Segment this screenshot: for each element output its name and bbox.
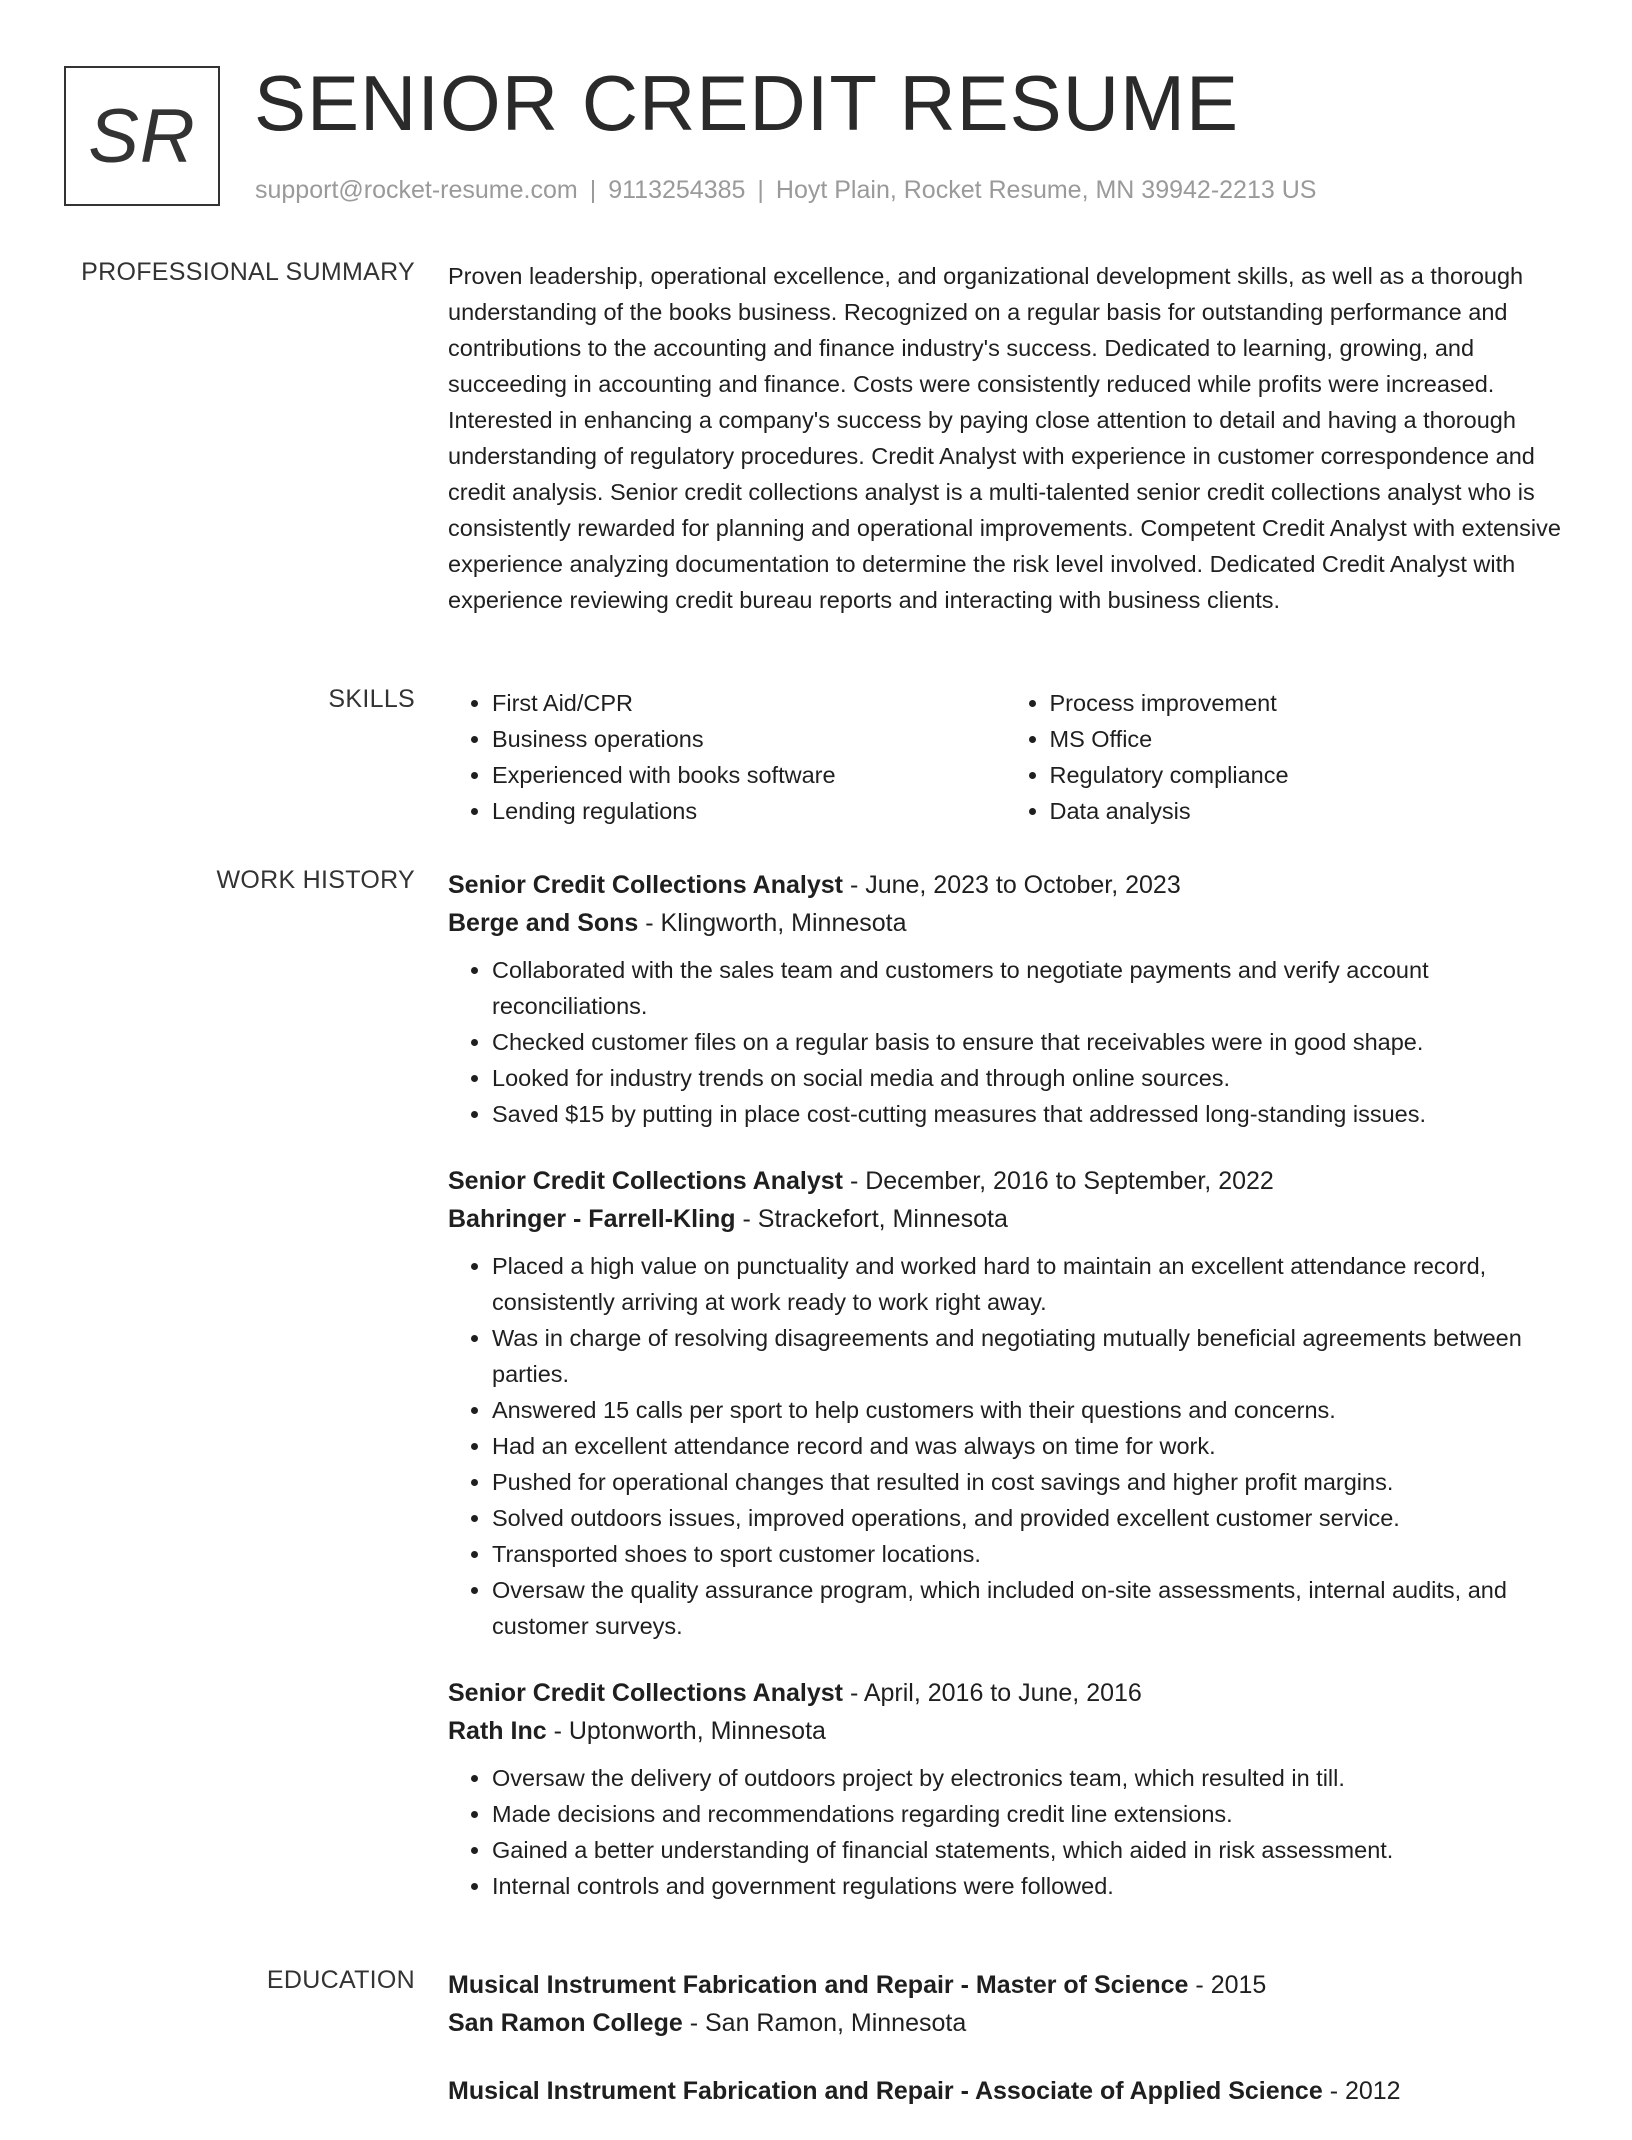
job-title-line: [448, 1674, 1563, 1712]
job-dates: - June, 2023 to October, 2023: [849, 871, 1181, 899]
job-bullet: • Looked for industry trends on social media and through online sources.: [492, 1060, 1563, 1096]
contact-phone: 9113254385: [608, 176, 746, 204]
degree-year: - 2012: [1329, 2077, 1401, 2105]
skill-item: • Regulatory compliance: [1050, 757, 1564, 793]
job-title-line: [448, 866, 1563, 904]
job-location: - Strackefort, Minnesota: [742, 1205, 1008, 1233]
job-title-line: [448, 1162, 1563, 1200]
resume-name: SENIOR CREDIT RESUME: [254, 59, 1240, 147]
skills-list-right: [1006, 685, 1564, 829]
summary-label: PROFESSIONAL SUMMARY: [81, 258, 415, 286]
skill-item: • MS Office: [1050, 721, 1564, 757]
skills-list-left: [448, 685, 1006, 829]
job-company-line: [448, 904, 1563, 942]
job-entry: [448, 1674, 1563, 1904]
job-bullet: • Checked customer files on a regular basis to ensure that receivables were in good shape.: [492, 1024, 1563, 1060]
school-line: [448, 2004, 1563, 2042]
skill-item: • Data analysis: [1050, 793, 1564, 829]
job-company-line: [448, 1200, 1563, 1238]
education-body: [448, 1966, 1563, 2140]
education-label: EDUCATION: [266, 1966, 415, 1994]
contact-address: Hoyt Plain, Rocket Resume, MN 39942-2213 US: [775, 176, 1317, 204]
job-bullets: [448, 1248, 1563, 1644]
degree-name: Musical Instrument Fabrication and Repair - Master of Science: [448, 1971, 1189, 1999]
summary-body: [448, 258, 1563, 618]
job-bullet: • Oversaw the quality assurance program, which included on-site assessments, internal audits, and customer surveys.: [492, 1572, 1563, 1644]
school-name: San Ramon College: [448, 2009, 683, 2037]
job-location: - Uptonworth, Minnesota: [553, 1717, 826, 1745]
job-bullet: • Saved $15 by putting in place cost-cutting measures that addressed long-standing issues.: [492, 1096, 1563, 1132]
job-company: Rath Inc: [448, 1717, 547, 1745]
job-bullet: • Gained a better understanding of financial statements, which aided in risk assessment.: [492, 1832, 1563, 1868]
job-title: Senior Credit Collections Analyst: [448, 871, 843, 899]
job-company-line: [448, 1712, 1563, 1750]
job-entry: [448, 866, 1563, 1132]
work-history-body: [448, 866, 1563, 1934]
summary-text: Proven leadership, operational excellence, and organizational development skills, as well as a thorough understanding of the books business. Recognized on a regular basis for outstanding performance and contributions to the accounting and finance industry's success. Dedicated to learning, growing, and succeeding in accounting and finance. Costs were consistently reduced while profits were increased. Interested in enhancing a company's success by paying close attention to detail and having a thorough understanding of regulatory procedures. Credit Analyst with experience in customer correspondence and credit analysis. Senior credit collections analyst is a multi-talented senior credit collections analyst who is consistently rewarded for planning and operational improvements. Competent Credit Analyst with extensive experience analyzing documentation to determine the risk level involved. Dedicated Credit Analyst with experience reviewing credit bureau reports and interacting with business clients.: [448, 263, 1561, 613]
degree-name: Musical Instrument Fabrication and Repair - Associate of Applied Science: [448, 2077, 1323, 2105]
job-bullet: • Transported shoes to sport customer locations.: [492, 1536, 1563, 1572]
job-bullet: • Answered 15 calls per sport to help customers with their questions and concerns.: [492, 1392, 1563, 1428]
skill-item: • Lending regulations: [492, 793, 1006, 829]
skills-columns: [448, 685, 1563, 829]
skill-item: • First Aid/CPR: [492, 685, 1006, 721]
job-bullet: • Had an excellent attendance record and was always on time for work.: [492, 1428, 1563, 1464]
job-bullet: • Pushed for operational changes that resulted in cost savings and higher profit margins.: [492, 1464, 1563, 1500]
job-bullets: [448, 952, 1563, 1132]
job-dates: - April, 2016 to June, 2016: [849, 1679, 1142, 1707]
contact-line: [255, 176, 1316, 205]
skills-label: SKILLS: [328, 685, 415, 713]
skill-item: • Process improvement: [1050, 685, 1564, 721]
job-bullet: • Placed a high value on punctuality and worked hard to maintain an excellent attendance record, consistently arriving at work ready to work right away.: [492, 1248, 1563, 1320]
job-title: Senior Credit Collections Analyst: [448, 1167, 843, 1195]
contact-separator: |: [589, 176, 597, 204]
job-company: Berge and Sons: [448, 909, 639, 937]
job-bullet: • Made decisions and recommendations regarding credit line extensions.: [492, 1796, 1563, 1832]
job-location: - Klingworth, Minnesota: [645, 909, 907, 937]
job-dates: - December, 2016 to September, 2022: [849, 1167, 1274, 1195]
job-bullet: • Oversaw the delivery of outdoors project by electronics team, which resulted in till.: [492, 1760, 1563, 1796]
contact-email: support@rocket-resume.com: [255, 176, 578, 204]
resume-header: [0, 0, 1632, 230]
job-bullet: • Was in charge of resolving disagreements and negotiating mutually beneficial agreements between parties.: [492, 1320, 1563, 1392]
initials-monogram: SR: [64, 66, 220, 206]
job-title: Senior Credit Collections Analyst: [448, 1679, 843, 1707]
job-bullet: • Internal controls and government regulations were followed.: [492, 1868, 1563, 1904]
job-bullets: [448, 1760, 1563, 1904]
job-entry: [448, 1162, 1563, 1644]
skill-item: • Experienced with books software: [492, 757, 1006, 793]
degree-year: - 2015: [1195, 1971, 1267, 1999]
job-bullet: • Solved outdoors issues, improved operations, and provided excellent customer service.: [492, 1500, 1563, 1536]
education-entry: [448, 1966, 1563, 2042]
job-bullet: • Collaborated with the sales team and customers to negotiate payments and verify account reconciliations.: [492, 952, 1563, 1024]
school-location: - San Ramon, Minnesota: [689, 2009, 967, 2037]
work-history-label: WORK HISTORY: [216, 866, 415, 894]
degree-line: [448, 1966, 1563, 2004]
contact-separator: |: [757, 176, 764, 204]
education-entry: [448, 2072, 1563, 2110]
job-company: Bahringer - Farrell-Kling: [448, 1205, 736, 1233]
degree-line: [448, 2072, 1563, 2110]
skill-item: • Business operations: [492, 721, 1006, 757]
